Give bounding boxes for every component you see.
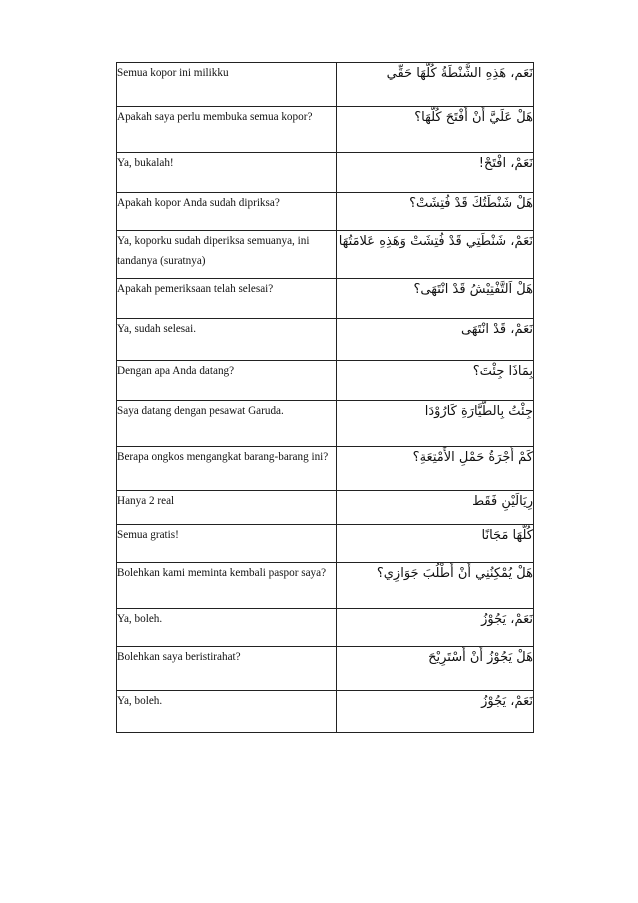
arabic-text-cell: كَمْ أُجْرَةُ حَمْلِ الأَمْتِعَةِ؟	[337, 447, 534, 491]
indonesian-text-cell: Apakah kopor Anda sudah dipriksa?	[117, 193, 337, 231]
arabic-text-cell: جِئْتُ بِالطَّيَّارَةِ كَارُوْدَا	[337, 401, 534, 447]
indonesian-text-cell: Semua kopor ini milikku	[117, 63, 337, 107]
indonesian-text-cell: Semua gratis!	[117, 525, 337, 563]
indonesian-text-cell: Ya, sudah selesai.	[117, 319, 337, 361]
table-row	[117, 193, 534, 231]
table-row	[117, 647, 534, 691]
table-row	[117, 107, 534, 153]
table-row	[117, 563, 534, 609]
table-row	[117, 447, 534, 491]
arabic-text-cell: هَلْ اَلتَّفْتِيْشُ قَدْ انْتَهَى؟	[337, 279, 534, 319]
arabic-text-cell: رِيَالَيْنِ فَقَط	[337, 491, 534, 525]
arabic-text-cell: هَلْ عَلَيَّ أَنْ أَفْتَحَ كُلَّهَا؟	[337, 107, 534, 153]
arabic-text-cell: هَلْ شَنْطَتُكَ قَدْ فُتِشَتْ؟	[337, 193, 534, 231]
table-row	[117, 491, 534, 525]
arabic-text-cell: نَعَمْ، افْتَحْ!	[337, 153, 534, 193]
table-row	[117, 319, 534, 361]
table-row	[117, 609, 534, 647]
indonesian-text-cell: Bolehkan saya beristirahat?	[117, 647, 337, 691]
arabic-text-cell: نَعَمْ، يَجُوْزُ	[337, 691, 534, 733]
table-row	[117, 153, 534, 193]
indonesian-text-cell: Ya, koporku sudah diperiksa semuanya, ini tandanya (suratnya)	[117, 231, 337, 279]
indonesian-text-cell: Ya, bukalah!	[117, 153, 337, 193]
table-row	[117, 63, 534, 107]
indonesian-text-cell: Dengan apa Anda datang?	[117, 361, 337, 401]
arabic-text-cell: كُلُّهَا مَجَانًا	[337, 525, 534, 563]
indonesian-text-cell: Bolehkan kami meminta kembali paspor saya?	[117, 563, 337, 609]
indonesian-text-cell: Apakah saya perlu membuka semua kopor?	[117, 107, 337, 153]
indonesian-text-cell: Hanya 2 real	[117, 491, 337, 525]
table-row	[117, 401, 534, 447]
phrase-table-body	[117, 63, 534, 733]
table-row	[117, 691, 534, 733]
indonesian-text-cell: Berapa ongkos mengangkat barang-barang ini?	[117, 447, 337, 491]
indonesian-text-cell: Saya datang dengan pesawat Garuda.	[117, 401, 337, 447]
arabic-text-cell: نَعَم، هَذِهِ الشَّنْطَةُ كُلُّهَا حَقِّي	[337, 63, 534, 107]
indonesian-text-cell: Ya, boleh.	[117, 609, 337, 647]
arabic-text-cell: بِمَاذَا جِئْتَ؟	[337, 361, 534, 401]
indonesian-text-cell: Apakah pemeriksaan telah selesai?	[117, 279, 337, 319]
indonesian-text-cell: Ya, boleh.	[117, 691, 337, 733]
table-row	[117, 525, 534, 563]
table-row	[117, 231, 534, 279]
arabic-text-cell: هَلْ يُمْكِنُنِي أَنْ أَطْلُبَ جَوَازِي؟	[337, 563, 534, 609]
arabic-text-cell: نَعَمْ، قَدْ انْتَهَى	[337, 319, 534, 361]
arabic-text-cell: هَلْ يَجُوْزُ أَنْ أَسْتَرِيْحَ	[337, 647, 534, 691]
phrase-table	[116, 62, 534, 733]
arabic-text-cell: نَعَمْ، شَنْطَتِي قَدْ فُتِشَتْ وَهَذِهِ عَلامَتُهَا	[337, 231, 534, 279]
arabic-text-cell: نَعَمْ، يَجُوْزُ	[337, 609, 534, 647]
table-row	[117, 279, 534, 319]
table-row	[117, 361, 534, 401]
